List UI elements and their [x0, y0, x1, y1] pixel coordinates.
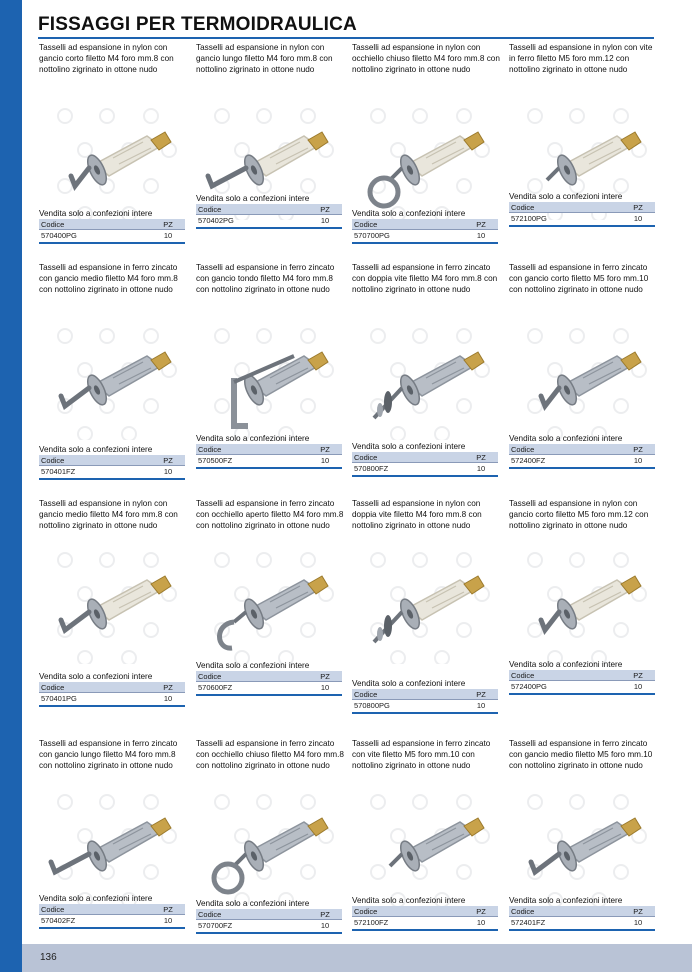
product-code: 572400FZ [511, 455, 546, 465]
table-row [196, 455, 342, 466]
sale-info [196, 899, 342, 934]
product-code: 572401FZ [511, 917, 546, 927]
table-row [39, 915, 185, 926]
pz-header: PZ [151, 682, 185, 693]
pack-quantity: 10 [476, 230, 486, 240]
pack-quantity: 10 [476, 917, 486, 927]
product-code: 570402PG [198, 215, 234, 225]
product-description: Tasselli ad espansione in nylon con occhiello chiuso filetto M4 foro mm.8 con nottolino zigrinato in ottone nudo [352, 43, 500, 74]
pack-quantity: 10 [320, 455, 330, 465]
sale-info [352, 209, 498, 244]
product-description: Tasselli ad espansione in nylon con gancio corto filetto M4 foro mm.8 con nottolino zigrinato in ottone nudo [39, 43, 174, 74]
spacer-cell [577, 681, 621, 692]
code-table [39, 682, 185, 703]
pz-header: PZ [621, 444, 655, 455]
product-description: Tasselli ad espansione in ferro zincato con gancio medio filetto M5 foro mm.10 con nottolino zigrinato in ottone nudo [509, 739, 653, 770]
table-row [509, 917, 655, 928]
footer-bar [22, 944, 692, 972]
sale-label: Vendita solo a confezioni intere [39, 209, 153, 218]
product-code: 570401FZ [41, 466, 76, 476]
product-description: Tasselli ad espansione in ferro zincato con occhiello chiuso filetto M4 foro mm.8 con nottolino zigrinato in ottone nudo [196, 739, 344, 770]
product-description: Tasselli ad espansione in ferro zincato con vite filetto M5 foro mm.10 con nottolino zigrinato in ottone nudo [352, 739, 491, 770]
sale-info [39, 672, 185, 707]
code-table-header [352, 452, 498, 463]
code-table-header [196, 444, 342, 455]
table-row [352, 463, 498, 474]
table-row [509, 213, 655, 224]
section-divider [39, 927, 185, 929]
pz-header: PZ [308, 204, 342, 215]
product-description: Tasselli ad espansione in nylon con gancio medio filetto M4 foro mm.8 con nottolino zigrinato in ottone nudo [39, 499, 178, 530]
pz-header: PZ [621, 202, 655, 213]
section-divider [39, 705, 185, 707]
code-table-header [39, 682, 185, 693]
sale-label: Vendita solo a confezioni intere [196, 899, 310, 908]
product-code: 570500FZ [198, 455, 233, 465]
spacer-header [577, 444, 621, 455]
table-row [39, 693, 185, 704]
spacer-cell [107, 693, 151, 704]
pack-quantity: 10 [633, 681, 643, 691]
wall-plug-photo [204, 322, 334, 440]
spacer-cell [577, 917, 621, 928]
code-header: Codice [196, 204, 264, 215]
pz-header: PZ [621, 906, 655, 917]
sale-label: Vendita solo a confezioni intere [509, 896, 623, 905]
wall-plug-photo [517, 322, 647, 440]
sale-info [39, 445, 185, 480]
spacer-cell [264, 920, 308, 931]
code-header: Codice [196, 909, 264, 920]
product-code: 570600FZ [198, 682, 233, 692]
spacer-cell [577, 455, 621, 466]
pz-header: PZ [464, 452, 498, 463]
table-row [196, 682, 342, 693]
table-row [196, 215, 342, 226]
page-number: 136 [40, 952, 57, 963]
title-underline [38, 37, 654, 39]
section-divider [196, 694, 342, 696]
product-code: 572400PG [511, 681, 547, 691]
product-code: 570800FZ [354, 463, 389, 473]
wall-plug-photo [47, 102, 177, 220]
product-code: 572100PG [511, 213, 547, 223]
section-divider [196, 932, 342, 934]
code-header: Codice [39, 904, 107, 915]
spacer-header [264, 204, 308, 215]
spacer-cell [107, 466, 151, 477]
code-header: Codice [39, 219, 107, 230]
sale-label: Vendita solo a confezioni intere [352, 896, 466, 905]
sale-info [509, 192, 655, 227]
wall-plug-photo [360, 788, 490, 906]
code-table-header [196, 671, 342, 682]
code-table-header [39, 904, 185, 915]
code-table [39, 455, 185, 476]
spacer-cell [107, 230, 151, 241]
sale-info [196, 434, 342, 469]
code-table [352, 689, 498, 710]
section-divider [509, 225, 655, 227]
section-divider [196, 467, 342, 469]
spacer-header [420, 689, 464, 700]
spacer-cell [420, 700, 464, 711]
code-header: Codice [352, 906, 420, 917]
product-description: Tasselli ad espansione in nylon con gancio lungo filetto M4 foro mm.8 con nottolino zigrinato in ottone nudo [196, 43, 333, 74]
product-code: 570700FZ [198, 920, 233, 930]
product-description: Tasselli ad espansione in ferro zincato con gancio medio filetto M4 foro mm.8 con nottolino zigrinato in ottone nudo [39, 263, 178, 294]
product-code: 572100FZ [354, 917, 389, 927]
product-code: 570401PG [41, 693, 77, 703]
section-divider [509, 693, 655, 695]
code-table [352, 906, 498, 927]
code-table [509, 670, 655, 691]
sale-info [509, 660, 655, 695]
wall-plug-photo [517, 546, 647, 664]
pz-header: PZ [151, 455, 185, 466]
sale-info [509, 434, 655, 469]
sale-label: Vendita solo a confezioni intere [196, 661, 310, 670]
code-header: Codice [196, 444, 264, 455]
code-table [39, 219, 185, 240]
code-table-header [509, 670, 655, 681]
wall-plug-photo [360, 322, 490, 440]
spacer-cell [264, 682, 308, 693]
code-table [39, 904, 185, 925]
pack-quantity: 10 [320, 920, 330, 930]
code-table [352, 219, 498, 240]
product-description: Tasselli ad espansione in ferro zincato con gancio tondo filetto M4 foro mm.8 con nottolino zigrinato in ottone nudo [196, 263, 335, 294]
spacer-cell [264, 215, 308, 226]
spacer-cell [107, 915, 151, 926]
sale-label: Vendita solo a confezioni intere [352, 209, 466, 218]
code-table [196, 444, 342, 465]
wall-plug-photo [47, 546, 177, 664]
section-divider [509, 467, 655, 469]
code-table-header [509, 906, 655, 917]
code-table-header [352, 219, 498, 230]
product-description: Tasselli ad espansione in ferro zincato con gancio lungo filetto M4 foro mm.8 con nottolino zigrinato in ottone nudo [39, 739, 178, 770]
table-row [352, 230, 498, 241]
section-divider [196, 227, 342, 229]
sale-label: Vendita solo a confezioni intere [39, 445, 153, 454]
table-row [39, 230, 185, 241]
code-table [196, 909, 342, 930]
code-table-header [39, 219, 185, 230]
pack-quantity: 10 [633, 213, 643, 223]
sale-info [352, 679, 498, 714]
wall-plug-photo [204, 788, 334, 906]
product-description: Tasselli ad espansione in ferro zincato con gancio corto filetto M5 foro mm.10 con nottolino zigrinato in ottone nudo [509, 263, 649, 294]
spacer-header [420, 906, 464, 917]
code-table-header [509, 202, 655, 213]
product-description: Tasselli ad espansione in ferro zincato con occhiello aperto filetto M4 foro mm.8 con nottolino zigrinato in ottone nudo [196, 499, 344, 530]
code-table-header [352, 689, 498, 700]
product-description: Tasselli ad espansione in nylon con vite in ferro filetto M5 foro mm.12 con nottolino zigrinato in ottone nudo [509, 43, 653, 74]
sale-label: Vendita solo a confezioni intere [352, 442, 466, 451]
spacer-cell [420, 230, 464, 241]
code-table-header [196, 204, 342, 215]
pz-header: PZ [621, 670, 655, 681]
sale-label: Vendita solo a confezioni intere [509, 192, 623, 201]
spacer-cell [420, 917, 464, 928]
sale-info [509, 896, 655, 931]
product-description: Tasselli ad espansione in nylon con doppia vite filetto M4 foro mm.8 con nottolino zigrinato in ottone nudo [352, 499, 482, 530]
sale-label: Vendita solo a confezioni intere [196, 434, 310, 443]
product-description: Tasselli ad espansione in nylon con gancio corto filetto M5 foro mm.12 con nottolino zigrinato in ottone nudo [509, 499, 649, 530]
spacer-header [107, 682, 151, 693]
wall-plug-photo [360, 546, 490, 664]
code-header: Codice [509, 444, 577, 455]
product-code: 570402FZ [41, 915, 76, 925]
code-table-header [352, 906, 498, 917]
code-table [196, 671, 342, 692]
spacer-header [420, 452, 464, 463]
product-code: 570400PG [41, 230, 77, 240]
sale-label: Vendita solo a confezioni intere [509, 660, 623, 669]
code-table-header [196, 909, 342, 920]
code-header: Codice [509, 906, 577, 917]
spacer-header [264, 444, 308, 455]
pack-quantity: 10 [163, 693, 173, 703]
code-table [509, 202, 655, 223]
product-description: Tasselli ad espansione in ferro zincato con doppia vite filetto M4 foro mm.8 con nottolino zigrinato in ottone nudo [352, 263, 498, 294]
code-header: Codice [509, 202, 577, 213]
section-divider [352, 475, 498, 477]
table-row [39, 466, 185, 477]
wall-plug-photo [47, 322, 177, 440]
blue-side-band [0, 0, 22, 972]
pz-header: PZ [464, 689, 498, 700]
sale-label: Vendita solo a confezioni intere [39, 672, 153, 681]
spacer-header [577, 202, 621, 213]
section-divider [352, 712, 498, 714]
spacer-header [107, 219, 151, 230]
code-table [196, 204, 342, 225]
pz-header: PZ [151, 219, 185, 230]
section-divider [509, 929, 655, 931]
code-header: Codice [39, 455, 107, 466]
code-header: Codice [352, 219, 420, 230]
code-table [509, 906, 655, 927]
sale-info [352, 442, 498, 477]
sale-info [39, 209, 185, 244]
code-table [352, 452, 498, 473]
pz-header: PZ [308, 671, 342, 682]
section-divider [39, 478, 185, 480]
section-divider [352, 929, 498, 931]
pack-quantity: 10 [320, 215, 330, 225]
section-divider [352, 242, 498, 244]
table-row [196, 920, 342, 931]
pack-quantity: 10 [163, 915, 173, 925]
wall-plug-photo [47, 788, 177, 906]
code-header: Codice [509, 670, 577, 681]
pack-quantity: 10 [633, 917, 643, 927]
wall-plug-photo [360, 102, 490, 220]
table-row [509, 681, 655, 692]
sale-label: Vendita solo a confezioni intere [196, 194, 310, 203]
pz-header: PZ [308, 909, 342, 920]
spacer-header [107, 904, 151, 915]
wall-plug-photo [204, 546, 334, 664]
spacer-header [577, 906, 621, 917]
pack-quantity: 10 [476, 463, 486, 473]
table-row [352, 700, 498, 711]
section-divider [39, 242, 185, 244]
product-code: 570800PG [354, 700, 390, 710]
product-code: 570700PG [354, 230, 390, 240]
spacer-cell [420, 463, 464, 474]
spacer-header [264, 671, 308, 682]
pack-quantity: 10 [476, 700, 486, 710]
sale-info [352, 896, 498, 931]
spacer-header [577, 670, 621, 681]
code-table [509, 444, 655, 465]
sale-info [196, 661, 342, 696]
code-header: Codice [39, 682, 107, 693]
pz-header: PZ [151, 904, 185, 915]
code-table-header [509, 444, 655, 455]
spacer-cell [264, 455, 308, 466]
pz-header: PZ [308, 444, 342, 455]
pz-header: PZ [464, 219, 498, 230]
pack-quantity: 10 [633, 455, 643, 465]
spacer-header [420, 219, 464, 230]
spacer-header [264, 909, 308, 920]
wall-plug-photo [517, 788, 647, 906]
pack-quantity: 10 [163, 466, 173, 476]
pack-quantity: 10 [163, 230, 173, 240]
sale-label: Vendita solo a confezioni intere [39, 894, 153, 903]
code-header: Codice [196, 671, 264, 682]
code-header: Codice [352, 689, 420, 700]
code-table-header [39, 455, 185, 466]
spacer-cell [577, 213, 621, 224]
table-row [509, 455, 655, 466]
spacer-header [107, 455, 151, 466]
sale-label: Vendita solo a confezioni intere [352, 679, 466, 688]
table-row [352, 917, 498, 928]
sale-info [39, 894, 185, 929]
sale-label: Vendita solo a confezioni intere [509, 434, 623, 443]
code-header: Codice [352, 452, 420, 463]
pack-quantity: 10 [320, 682, 330, 692]
pz-header: PZ [464, 906, 498, 917]
sale-info [196, 194, 342, 229]
page-title: FISSAGGI PER TERMOIDRAULICA [38, 14, 357, 35]
